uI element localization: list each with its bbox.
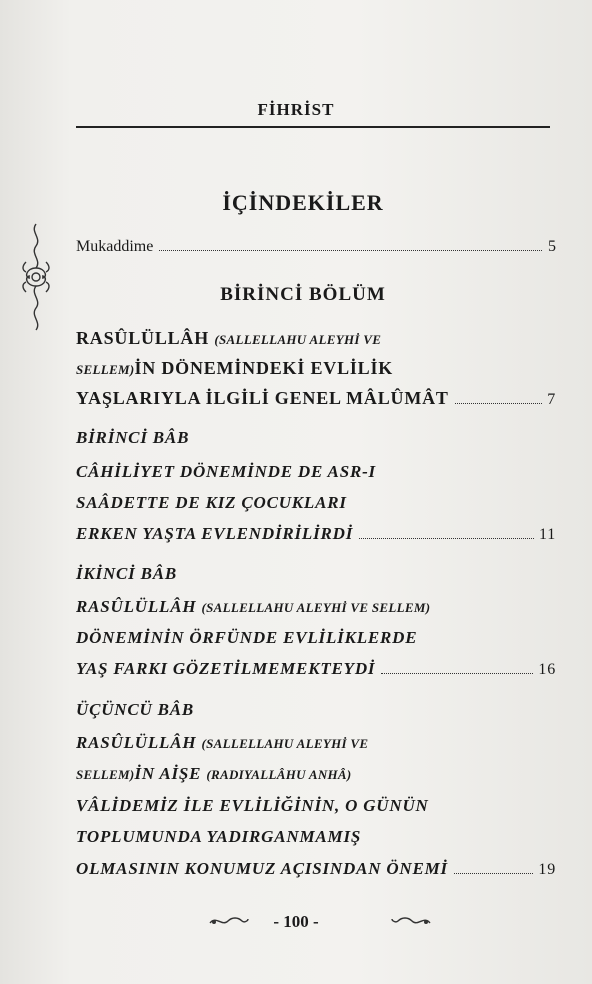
dot-leader — [455, 403, 542, 404]
side-ornament-icon — [20, 222, 52, 332]
bab1-line1: CÂHİLİYET DÖNEMİNDE DE ASR-I — [76, 462, 376, 481]
bab2-heading: İKİNCİ BÂB — [76, 564, 178, 583]
entry-text-italic: (RADIYALLÂHU ANHÂ) — [206, 767, 352, 782]
dot-leader — [159, 250, 542, 251]
bab1-line2: SAÂDETTE DE KIZ ÇOCUKLARI — [76, 493, 347, 512]
dot-leader — [359, 538, 534, 539]
header-rule — [76, 126, 550, 128]
entry-label: Mukaddime — [76, 238, 154, 255]
entry-page-number: 16 — [538, 661, 556, 678]
entry1-line3 — [76, 388, 556, 409]
entry-text: YAŞLARIYLA İLGİLİ GENEL MÂLÛMÂT — [76, 388, 449, 408]
bab3-line4: TOPLUMUNDA YADIRGANMAMIŞ — [76, 827, 362, 846]
entry-text: RASÛLÜLLÂH — [76, 597, 202, 616]
dot-leader — [454, 873, 533, 874]
bab3-line1 — [76, 733, 556, 753]
bab3-line5 — [76, 859, 556, 879]
footer-swirl-right-icon — [390, 913, 432, 929]
entry-text-italic: SELLEM) — [76, 362, 135, 377]
bab3-heading: ÜÇÜNCÜ BÂB — [76, 700, 195, 719]
entry-text-italic: (SALLELLAHU ALEYHİ VE — [201, 736, 369, 751]
entry-text: İN DÖNEMİNDEKİ EVLİLİK — [134, 358, 394, 378]
entry-text: YAŞ FARKI GÖZETİLMEMEKTEYDİ — [76, 659, 376, 678]
bab2-line3 — [76, 659, 556, 679]
running-title: FİHRİST — [257, 100, 335, 119]
entry-text-italic: (SALLELLAHU ALEYHİ VE — [214, 332, 382, 347]
toc-title: İÇİNDEKİLER — [222, 190, 384, 215]
page-number: - 100 - — [273, 912, 319, 931]
bab3-line2 — [76, 764, 556, 784]
bab1-line3 — [76, 524, 556, 544]
bab2-line1 — [76, 597, 556, 617]
section-title: BİRİNCİ BÖLÜM — [220, 284, 386, 305]
entry-page-number: 5 — [548, 238, 556, 255]
bab2-line2: DÖNEMİNİN ÖRFÜNDE EVLİLİKLERDE — [76, 628, 418, 647]
bab3-line3: VÂLİDEMİZ İLE EVLİLİĞİNİN, O GÜNÜN — [76, 796, 429, 815]
entry-text: RASÛLÜLLÂH — [76, 733, 202, 752]
entry1-line1 — [76, 328, 556, 349]
entry1-line2 — [76, 358, 556, 379]
dot-leader — [381, 673, 533, 674]
bab1-heading: BİRİNCİ BÂB — [76, 428, 190, 447]
entry-text: ERKEN YAŞTA EVLENDİRİLİRDİ — [76, 524, 354, 543]
entry-text-italic: (SALLELLAHU ALEYHİ VE SELLEM) — [201, 600, 431, 615]
entry-page-number: 11 — [538, 526, 556, 543]
entry-text: OLMASININ KONUMUZ AÇISINDAN ÖNEMİ — [76, 859, 448, 878]
entry-text-italic: SELLEM) — [76, 767, 135, 782]
entry-text: RASÛLÜLLÂH — [76, 328, 215, 348]
toc-entry-intro — [76, 238, 556, 256]
entry-page-number: 19 — [538, 861, 556, 878]
entry-page-number: 7 — [547, 391, 556, 408]
entry-text: İN AİŞE — [134, 764, 207, 783]
